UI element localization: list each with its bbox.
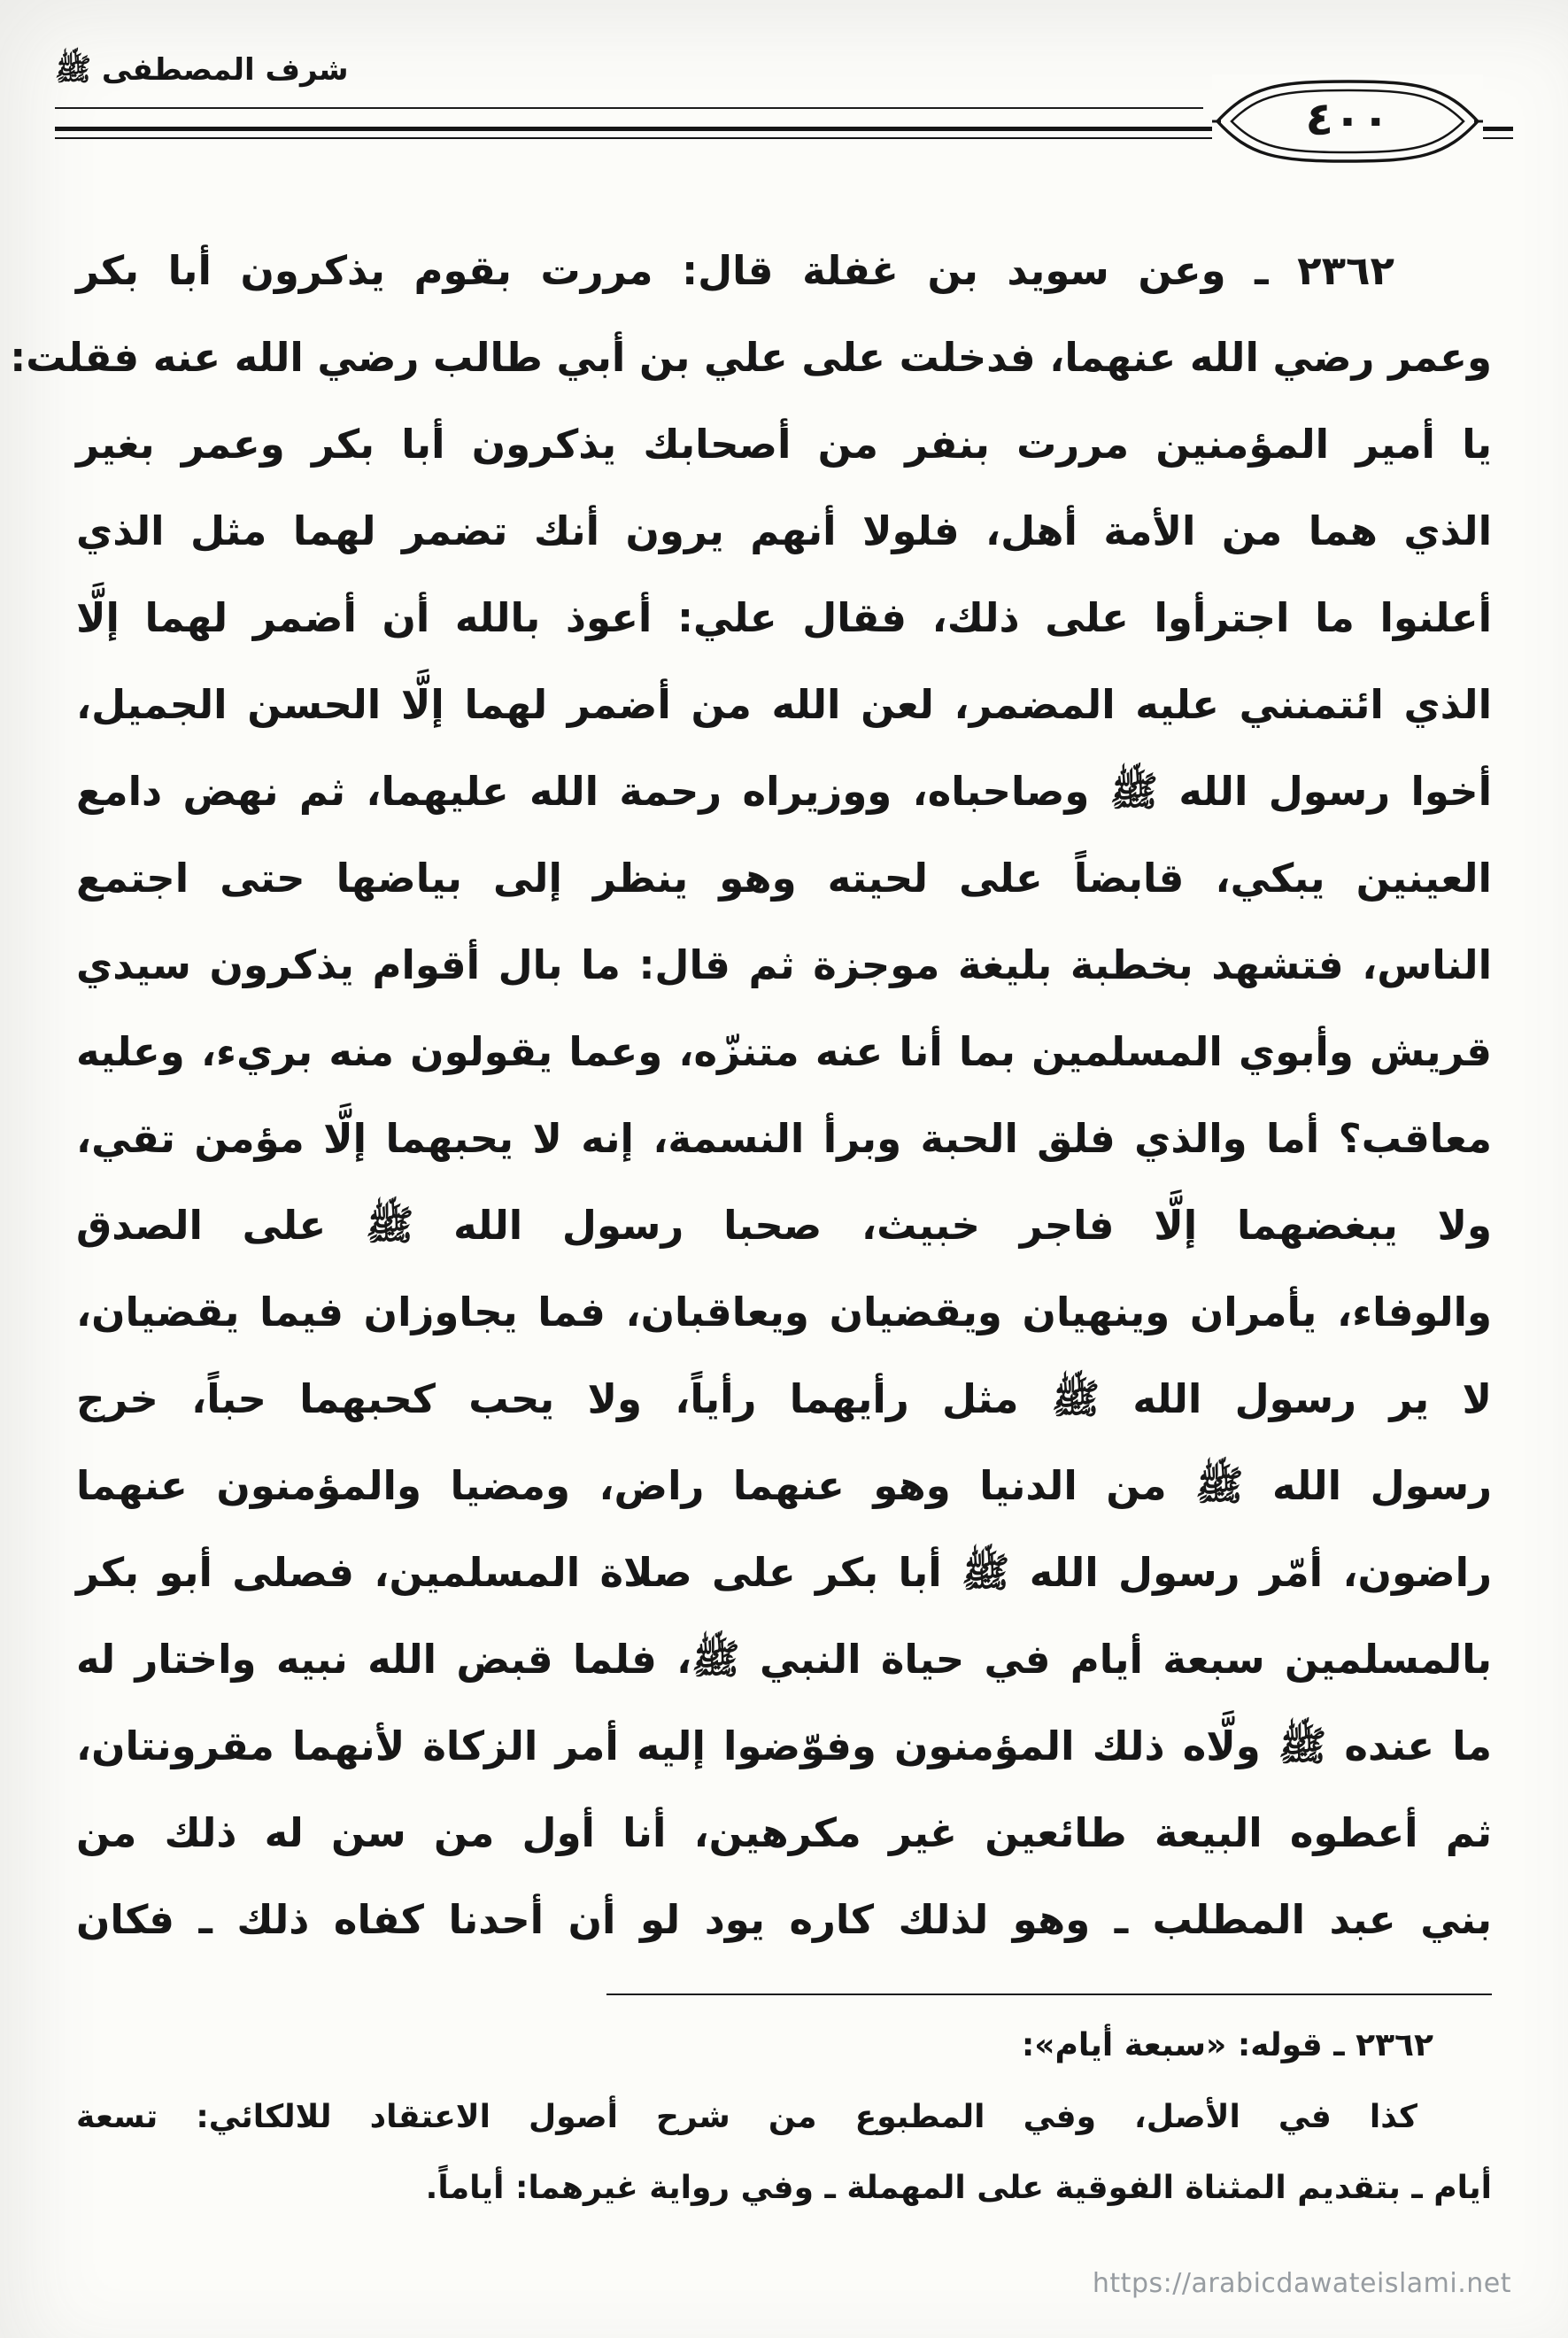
footnote-separator: [606, 1993, 1492, 1995]
page-number-cartouche: [1212, 74, 1483, 168]
footnote-line: كذا في الأصل، وفي المطبوع من شرح أصول الاعتقاد للالكائي: تسعة: [76, 2099, 1417, 2135]
book-title: شرف المصطفى ﷺ: [55, 52, 349, 88]
body-line: ولا يبغضهما إلَّا فاجر خبيث، صحبا رسول الله ﷺ على الصدق: [76, 1202, 1492, 1249]
body-line: أخوا رسول الله ﷺ وصاحباه، ووزيراه رحمة الله عليهما، ثم نهض دامع: [76, 768, 1492, 815]
body-line: أعلنوا ما اجترأوا على ذلك، فقال علي: أعوذ بالله أن أضمر لهما إلَّا: [76, 594, 1492, 641]
footnote: [76, 1993, 1492, 2224]
body-line: معاقب؟ أما والذي فلق الحبة وبرأ النسمة، إنه لا يحبهما إلَّا مؤمن تقي،: [76, 1115, 1492, 1162]
footnote-line: أيام ـ بتقديم المثناة الفوقية على المهملة ـ وفي رواية غيرهما: أياماً.: [425, 2170, 1492, 2206]
title-underline: [55, 107, 1203, 109]
body-line: الذي ائتمنني عليه المضمر، لعن الله من أضمر لهما إلَّا الحسن الجميل،: [76, 681, 1492, 728]
body-line: بني عبد المطلب ـ وهو لذلك كاره يود لو أن أحدنا كفاه ذلك ـ فكان: [76, 1896, 1492, 1943]
body-line: قريش وأبوي المسلمين بما أنا عنه متنزّه، وعما يقولون منه بريء، وعليه: [76, 1028, 1492, 1075]
body-line: بالمسلمين سبعة أيام في حياة النبي ﷺ، فلما قبض الله نبيه واختار له: [76, 1636, 1492, 1683]
body-line: راضون، أمّر رسول الله ﷺ أبا بكر على صلاة المسلمين، فصلى أبو بكر: [76, 1549, 1492, 1596]
footnote-heading: ٢٣٦٢ ـ قوله: «سبعة أيام»:: [1021, 2027, 1433, 2063]
body-line: لا ير رسول الله ﷺ مثل رأيهما رأياً، ولا يحب كحبهما حباً، خرج: [76, 1375, 1492, 1422]
body-text: [10, 228, 1492, 1963]
body-line: الناس، فتشهد بخطبة بليغة موجزة ثم قال: ما بال أقوام يذكرون سيدي: [76, 941, 1492, 988]
body-line: وعمر رضي الله عنهما، فدخلت على علي بن أبي طالب رضي الله عنه فقلت:: [10, 334, 1492, 381]
body-line: ثم أعطوه البيعة طائعين غير مكرهين، أنا أول من سن له ذلك من: [76, 1809, 1492, 1856]
body-line: ٢٣٦٢ ـ وعن سويد بن غفلة قال: مررت بقوم يذكرون أبا بكر: [76, 247, 1394, 294]
body-line: الذي هما من الأمة أهل، فلولا أنهم يرون أنك تضمر لهما مثل الذي: [76, 507, 1492, 554]
body-line: رسول الله ﷺ من الدنيا وهو عنهما راض، ومضيا والمؤمنون عنهما: [76, 1462, 1492, 1509]
body-line: ما عنده ﷺ ولَّاه ذلك المؤمنون وفوّضوا إليه أمر الزكاة لأنهما مقرونتان،: [76, 1723, 1492, 1769]
body-line: والوفاء، يأمران وينهيان ويقضيان ويعاقبان، فما يجاوزان فيما يقضيان،: [76, 1289, 1492, 1335]
body-line: العينين يبكي، قابضاً على لحيته وهو ينظر إلى بياضها حتى اجتمع: [76, 855, 1492, 902]
page-number: ٤٠٠: [1305, 93, 1390, 146]
watermark-url: https://arabicdawateislami.net: [1092, 2268, 1511, 2299]
body-line: يا أمير المؤمنين مررت بنفر من أصحابك يذكرون أبا بكر وعمر بغير: [76, 421, 1492, 468]
